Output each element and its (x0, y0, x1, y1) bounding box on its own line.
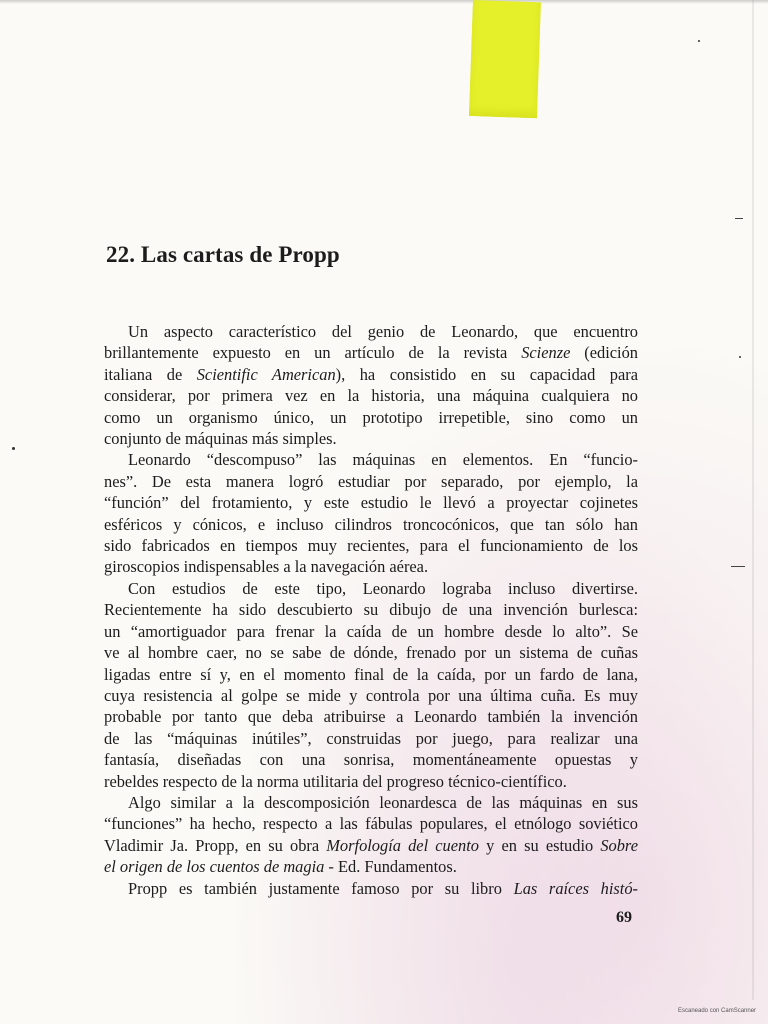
text-line: cuya resistencia al golpe se mide y controla por una última cuña. Es muy (104, 685, 638, 705)
text-line: giroscopios indispensables a la navegación aérea. (104, 557, 429, 577)
text-segment: Propp es también justamente famoso por su libro (128, 878, 514, 898)
paragraph (104, 321, 638, 449)
text-line (104, 856, 638, 877)
italic-text: Sobre (600, 835, 638, 855)
text-line: “función” del frotamiento, y este estudio le llevó a proyectar cojinetes (104, 493, 638, 513)
text-line (104, 342, 638, 363)
text-line: fantasía, diseñadas con una sonrisa, momentáneamente opuestas y (104, 750, 638, 770)
text-segment: y en su estudio (478, 835, 601, 855)
italic-text: Scienze (521, 343, 571, 363)
text-line: de las “máquinas inútiles”, construidas por juego, para realizar una (104, 728, 638, 748)
text-segment: italiana de (104, 364, 197, 384)
text-line: como un organismo único, un prototipo irrepetible, sino como un (104, 407, 638, 427)
text-line (104, 878, 638, 899)
page-number: 69 (616, 909, 632, 926)
text-line: considerar, por primera vez en la historia, una máquina cualquiera no (104, 386, 638, 406)
text-line: Recientemente ha sido descubierto su dibujo de una invención burlesca: (104, 600, 638, 620)
paragraph (104, 449, 638, 577)
margin-mark (731, 566, 745, 567)
scan-speck (12, 447, 15, 450)
yellow-sticky-tab (469, 0, 541, 118)
text-line: Con estudios de este tipo, Leonardo lograba incluso divertirse. (128, 578, 638, 598)
scanner-watermark: Escaneado con CamScanner (678, 1008, 757, 1014)
text-line: nes”. De esta manera logró estudiar por separado, por ejemplo, la (104, 471, 638, 491)
scan-speck (698, 40, 700, 42)
text-line: Leonardo “descompuso” las máquinas en elementos. En “funcio- (128, 450, 638, 470)
text-segment: brillantemente expuesto en un artículo de la revista (104, 343, 522, 363)
paragraph (104, 578, 638, 792)
text-line: probable por tanto que deba atribuirse a Leonardo también la invención (104, 707, 638, 727)
page-top-edge (0, 0, 768, 4)
italic-text: Las raíces histó- (513, 878, 638, 898)
text-line: “funciones” ha hecho, respecto a las fábulas populares, el etnólogo soviético (104, 814, 638, 834)
italic-text: Morfología del cuento (326, 835, 479, 855)
text-line: ligadas entre sí y, en el momento final de la caída, por un fardo de lana, (104, 664, 638, 684)
text-segment: Vladimir Ja. Propp, en su obra (104, 835, 327, 855)
text-line: conjunto de máquinas más simples. (104, 429, 337, 449)
text-line: Algo similar a la descomposición leonardesca de las máquinas en sus (128, 792, 638, 812)
text-line: esféricos y cónicos, e incluso cilindros troncocónicos, que tan sólo han (104, 514, 638, 534)
paragraph (104, 792, 638, 878)
text-segment: - Ed. Fundamentos. (324, 857, 457, 877)
text-segment: (edición (570, 343, 638, 363)
text-line: un “amortiguador para frenar la caída de un hombre desde lo alto”. Se (104, 621, 638, 641)
scan-speck (739, 356, 741, 358)
margin-mark (735, 218, 743, 219)
chapter-title: 22. Las cartas de Propp (106, 242, 340, 267)
body-text (104, 321, 638, 899)
text-line (104, 364, 638, 385)
text-line: Un aspecto característico del genio de Leonardo, que encuentro (128, 322, 638, 341)
italic-text: Scientific American (196, 364, 336, 384)
text-line: ve al hombre caer, no se sabe de dónde, frenado por un sistema de cuñas (104, 643, 638, 663)
text-line: sido fabricados en tiempos muy recientes, para el funcionamiento de los (104, 536, 638, 556)
page-right-edge (752, 0, 754, 1000)
text-line (104, 835, 638, 856)
text-line: rebeldes respecto de la norma utilitaria del progreso técnico-científico. (104, 771, 567, 791)
text-segment: ), ha consistido en su capacidad para (335, 364, 638, 384)
italic-text: el origen de los cuentos de magia (104, 857, 325, 877)
paragraph (104, 878, 638, 899)
